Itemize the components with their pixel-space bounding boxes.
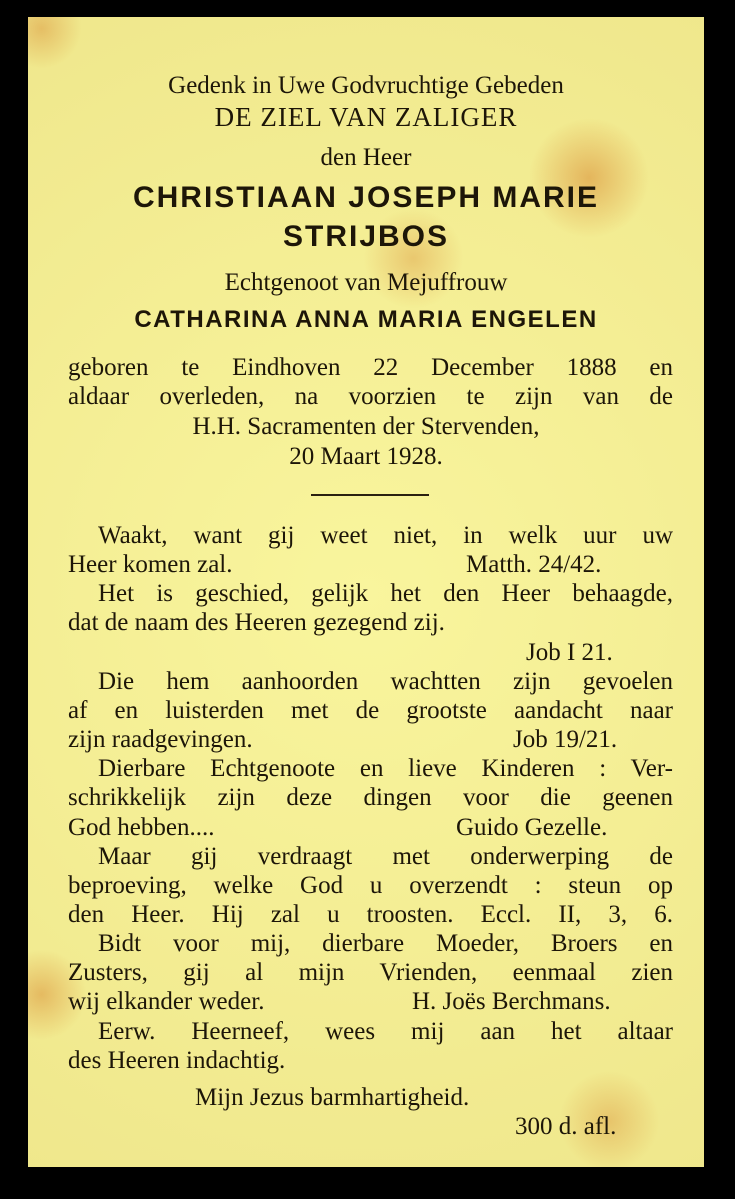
closing-prayer: Mijn Jezus barmhartigheid. (195, 1084, 470, 1111)
verse-4-ref: Guido Gezelle. (456, 814, 608, 841)
title-heer: den Heer (320, 144, 412, 171)
verse-6-ref: H. Joës Berchmans. (412, 988, 611, 1015)
verse-4-line-3: God hebben.... (68, 814, 215, 841)
verse-4-line-2: schrikkelijk zijn deze dingen voor die geenen (68, 784, 673, 811)
verse-3-line-1: Die hem aanhoorden wachtten zijn gevoelen (98, 668, 673, 695)
deceased-name-line1: CHRISTIAAN JOSEPH MARIE (132, 181, 600, 214)
verse-3-ref: Job 19/21. (513, 726, 618, 753)
verse-4-line-1: Dierbare Echtgenoote en lieve Kinderen : Ver- (98, 755, 673, 782)
indulgence-note: 300 d. afl. (515, 1113, 617, 1140)
soul-heading: DE ZIEL VAN ZALIGER (214, 102, 518, 132)
verse-3-line-2: af en luisterden met de grootste aandacht naar (68, 697, 673, 724)
verse-6-line-2: Zusters, gij al mijn Vrienden, eenmaal zien (68, 959, 673, 986)
verse-5-line-2: beproeving, welke God u overzendt : steun op (68, 872, 673, 899)
death-line: aldaar overleden, na voorzien te zijn van de (68, 383, 673, 410)
verse-5-line-3: den Heer. Hij zal u troosten. Eccl. II, 3, 6. (68, 901, 673, 928)
verse-1-ref: Matth. 24/42. (466, 551, 602, 578)
intro-line: Gedenk in Uwe Godvruchtige Gebeden (168, 72, 564, 99)
verse-6-line-1: Bidt voor mij, dierbare Moeder, Broers en (98, 930, 673, 957)
verse-1-line-1: Waakt, want gij weet niet, in welk uur uw (98, 522, 673, 549)
verse-3-line-3: zijn raadgevingen. (68, 726, 253, 753)
spouse-intro: Echtgenoot van Mejuffrouw (224, 269, 508, 296)
verse-7-line-2: des Heeren indachtig. (68, 1047, 286, 1074)
spouse-name: CATHARINA ANNA MARIA ENGELEN (134, 306, 598, 333)
death-date: 20 Maart 1928. (289, 443, 443, 470)
verse-2-ref: Job I 21. (526, 639, 613, 666)
birth-line: geboren te Eindhoven 22 December 1888 en (68, 354, 673, 381)
verse-1-line-2: Heer komen zal. (68, 551, 233, 578)
verse-7-line-1: Eerw. Heerneef, wees mij aan het altaar (98, 1018, 673, 1045)
divider (311, 494, 429, 496)
verse-5-line-1: Maar gij verdraagt met onderwerping de (98, 843, 673, 870)
sacraments-line: H.H. Sacramenten der Stervenden, (192, 413, 540, 440)
verse-2-line-1: Het is geschied, gelijk het den Heer behaagde, (98, 580, 673, 607)
verse-2-line-2: dat de naam des Heeren gezegend zij. (68, 609, 445, 636)
verse-6-line-3: wij elkander weder. (68, 988, 265, 1015)
deceased-surname: STRIJBOS (282, 220, 450, 253)
memorial-card (28, 17, 704, 1167)
